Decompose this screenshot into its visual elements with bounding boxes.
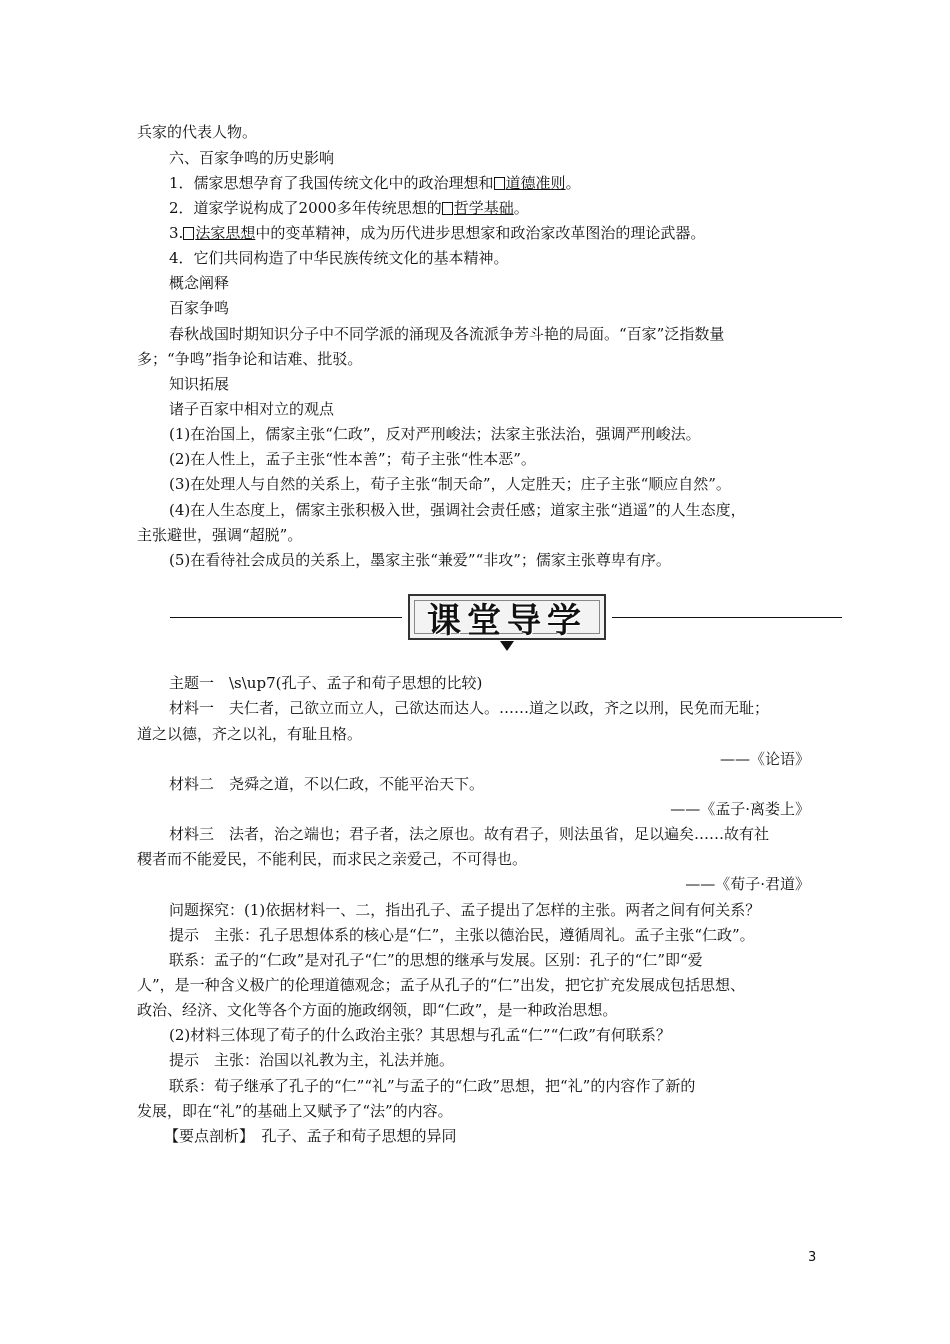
point-3-fill (183, 224, 255, 242)
answer-1-cont-2: 政治、经济、文化等各个方面的施政纲领，即“仁政”，是一种政治思想。 (137, 1001, 618, 1019)
extend-item-2: (2)在人性上，孟子主张“性本善”；荀子主张“性本恶”。 (169, 450, 536, 468)
concept-definition-cont: 多；“争鸣”指争论和诘难、批驳。 (137, 350, 363, 368)
extend-item-4: (4)在人生态度上，儒家主张积极入世，强调社会责任感；道家主张“逍遥”的人生态度， (169, 501, 746, 519)
material-3-source: ——《荀子·君道》 (685, 875, 810, 893)
point-3 (169, 223, 705, 243)
blank-box-icon (442, 202, 453, 215)
point-1 (169, 173, 581, 193)
intro-line: 兵家的代表人物。 (137, 123, 258, 141)
point-2-answer: 哲学基础 (453, 199, 514, 217)
concept-term: 百家争鸣 (169, 299, 230, 317)
point-3-text: 中的变革精神，成为历代进步思想家和政治家改革图治的理论武器。 (255, 224, 706, 242)
answer-2: 提示 主张：治国以礼教为主，礼法并施。 (169, 1051, 455, 1069)
point-3-num: 3. (169, 224, 184, 242)
material-3-cont: 稷者而不能爱民，不能利民，而求民之亲爱己，不可得也。 (137, 850, 528, 868)
extend-item-1: (1)在治国上，儒家主张“仁政”，反对严刑峻法；法家主张法治，强调严刑峻法。 (169, 425, 701, 443)
blank-box-icon (494, 177, 505, 190)
extend-item-3: (3)在处理人与自然的关系上，荀子主张“制天命”，人定胜天；庄子主张“顺应自然”。 (169, 475, 731, 493)
point-2-fill (442, 199, 514, 217)
point-1-end: 。 (565, 174, 581, 192)
point-4: 4．它们共同构造了中华民族传统文化的基本精神。 (169, 249, 509, 267)
triangle-down-icon (500, 641, 514, 651)
material-2: 材料二 尧舜之道，不以仁政，不能平治天下。 (169, 775, 485, 793)
point-1-answer: 道德准则 (505, 174, 566, 192)
blank-box-icon (183, 227, 194, 240)
material-1-cont: 道之以德，齐之以礼，有耻且格。 (137, 725, 363, 743)
topic-title: 主题一 \s\up7(孔子、孟子和荀子思想的比较) (169, 674, 483, 692)
answer-1-cont: 人”，是一种含义极广的伦理道德观念；孟子从孔子的“仁”出发，把它扩充发展成包括思想、 (137, 976, 746, 994)
point-1-fill (494, 174, 566, 192)
answer-2-relation: 联系：荀子继承了孔子的“仁”“礼”与孟子的“仁政”思想，把“礼”的内容作了新的 (169, 1077, 696, 1095)
extend-item-5: (5)在看待社会成员的关系上，墨家主张“兼爱”“非攻”；儒家主张尊卑有序。 (169, 551, 671, 569)
key-point-heading: 【要点剖析】 孔子、孟子和荀子思想的异同 (164, 1127, 457, 1145)
page-number: 3 (808, 1250, 817, 1265)
answer-1-relation: 联系：孟子的“仁政”是对孔子“仁”的思想的继承与发展。区别：孔子的“仁”即“爱 (169, 951, 703, 969)
concept-label: 概念阐释 (169, 274, 230, 292)
point-3-answer: 法家思想 (195, 224, 256, 242)
extend-label: 知识拓展 (169, 375, 230, 393)
point-2 (169, 198, 529, 218)
section-banner (408, 594, 606, 640)
banner-title: 课堂导学 (427, 600, 587, 641)
material-1: 材料一 夫仁者，己欲立而立人，己欲达而达人。……道之以政，齐之以刑，民免而无耻； (169, 699, 770, 717)
point-1-text: 1．儒家思想孕育了我国传统文化中的政治理想和 (169, 174, 494, 192)
material-1-source: ——《论语》 (719, 750, 810, 768)
question-1: 问题探究：(1)依据材料一、二，指出孔子、孟子提出了怎样的主张。两者之间有何关系？ (169, 901, 761, 919)
material-3: 材料三 法者，治之端也；君子者，法之原也。故有君子，则法虽省，足以遍矣……故有社 (169, 825, 770, 843)
banner-rule-left (170, 617, 402, 618)
point-2-text: 2．道家学说构成了2000多年传统思想的 (169, 199, 442, 217)
point-2-end: 。 (513, 199, 529, 217)
section-heading: 六、百家争鸣的历史影响 (169, 149, 335, 167)
question-2: (2)材料三体现了荀子的什么政治主张？其思想与孔孟“仁”“仁政”有何联系？ (169, 1026, 671, 1044)
extend-item-4-cont: 主张避世，强调“超脱”。 (137, 526, 303, 544)
banner-rule-right (612, 617, 842, 618)
material-2-source: ——《孟子·离娄上》 (670, 800, 810, 818)
extend-title: 诸子百家中相对立的观点 (169, 400, 335, 418)
answer-2-cont: 发展，即在“礼”的基础上又赋予了“法”的内容。 (137, 1102, 453, 1120)
concept-definition: 春秋战国时期知识分子中不同学派的涌现及各流派争芳斗艳的局面。“百家”泛指数量 (169, 325, 725, 343)
answer-1: 提示 主张：孔子思想体系的核心是“仁”，主张以德治民，遵循周礼。孟子主张“仁政”。 (169, 926, 755, 944)
